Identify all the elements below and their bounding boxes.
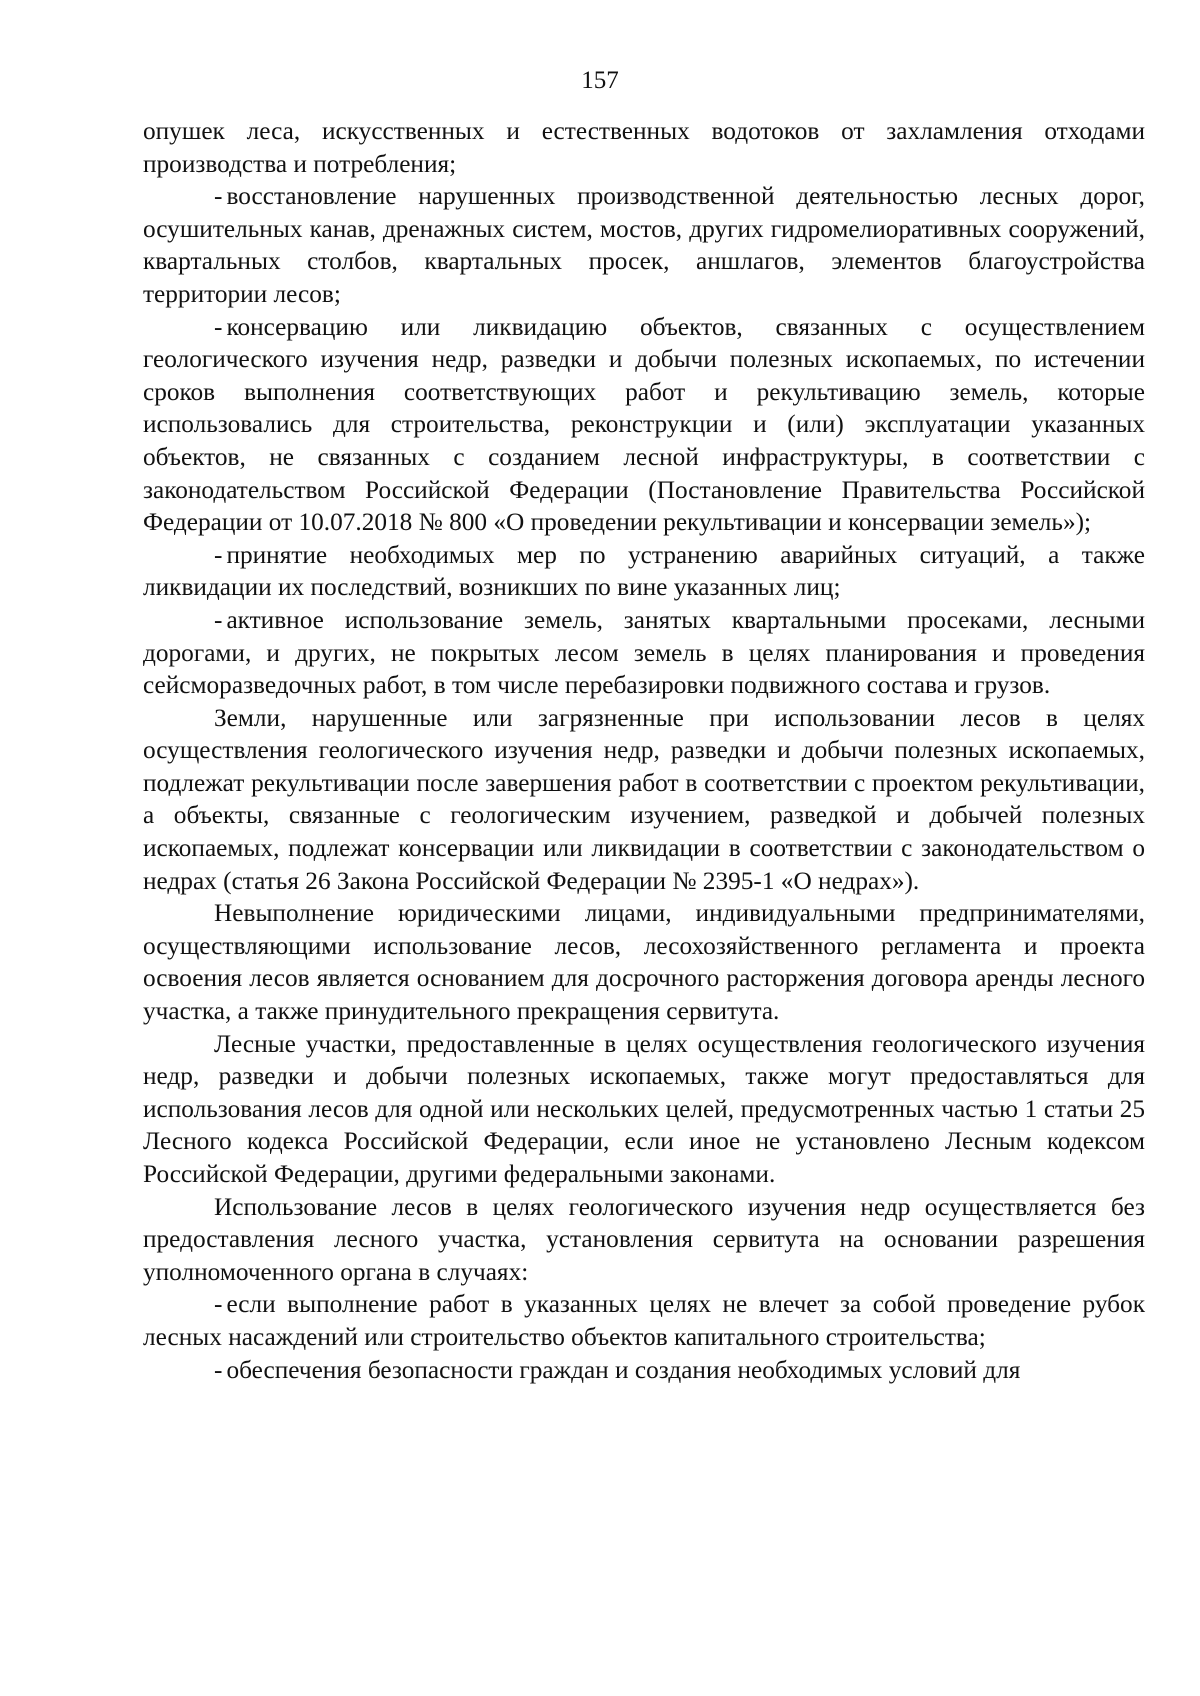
paragraph-text: Невыполнение юридическими лицами, индивидуальными предпринимателями, осуществляющими использование лесов, лесохозяйственного регламента и проекта освоения лесов является основанием для досрочного расторжения договора аренды лесного участка, а также принудительного прекращения сервитута. xyxy=(143,899,1145,1026)
paragraph-text: Лесные участки, предоставленные в целях осуществления геологического изучения недр, разведки и добычи полезных ископаемых, также могут предоставляться для использования лесов для одной или нескольких целей, предусмотренных частью 1 статьи 25 Лесного кодекса Российской Федерации, если иное не установлено Лесным кодексом Российской Федерации, другими федеральными законами. xyxy=(143,1029,1145,1188)
list-dash: - xyxy=(214,540,223,569)
list-item-text: обеспечения безопасности граждан и создания необходимых условий для xyxy=(226,1355,1021,1384)
list-dash: - xyxy=(214,182,223,211)
list-dash: - xyxy=(214,1290,223,1319)
list-dash: - xyxy=(214,312,223,341)
document-body xyxy=(143,115,1145,1386)
list-dash: - xyxy=(214,605,223,634)
list-item xyxy=(143,604,1145,702)
paragraph xyxy=(143,702,1145,898)
paragraph xyxy=(143,1028,1145,1191)
paragraph-continuation xyxy=(143,115,1145,180)
page-number: 157 xyxy=(581,67,619,94)
paragraph-text: Земли, нарушенные или загрязненные при использовании лесов в целях осуществления геологического изучения недр, разведки и добычи полезных ископаемых, подлежат рекультивации после завершения работ в соответствии с проектом рекультивации, а объекты, связанные с геологическим изучением, разведкой и добычей полезных ископаемых, подлежат консервации или ликвидации в соответствии с законодательством о недрах (статья 26 Закона Российской Федерации № 2395-1 «О недрах»). xyxy=(143,703,1145,895)
list-item-text: восстановление нарушенных производственной деятельностью лесных дорог, осушительных канав, дренажных систем, мостов, других гидромелиоративных сооружений, квартальных столбов, квартальных просек, аншлагов, элементов благоустройства территории лесов; xyxy=(143,182,1145,308)
list-item xyxy=(143,1288,1145,1353)
list-item xyxy=(143,1354,1145,1387)
list-item xyxy=(143,539,1145,604)
paragraph xyxy=(143,1191,1145,1289)
list-item xyxy=(143,180,1145,310)
paragraph-text: Использование лесов в целях геологического изучения недр осуществляется без предоставления лесного участка, установления сервитута на основании разрешения уполномоченного органа в случаях: xyxy=(143,1192,1145,1286)
list-item-text: активное использование земель, занятых квартальными просеками, лесными дорогами, и других, не покрытых лесом земель в целях планирования и проведения сейсморазведочных работ, в том числе перебазировки подвижного состава и грузов. xyxy=(143,605,1145,700)
paragraph-text: опушек леса, искусственных и естественных водотоков от захламления отходами производства и потребления; xyxy=(143,117,1145,178)
list-item-text: если выполнение работ в указанных целях не влечет за собой проведение рубок лесных насаждений или строительство объектов капитального строительства; xyxy=(143,1290,1145,1351)
list-item xyxy=(143,311,1145,539)
paragraph xyxy=(143,897,1145,1027)
list-item-text: консервацию или ликвидацию объектов, связанных с осуществлением геологического изучения недр, разведки и добычи полезных ископаемых, по истечении сроков выполнения соответствующих работ и рекультивацию земель, которые использовались для строительства, реконструкции и (или) эксплуатации указанных объектов, не связанных с созданием лесной инфраструктуры, в соответствии с законодательством Российской Федерации (Постановление Правительства Российской Федерации от 10.07.2018 № 800 «О проведении рекультивации и консервации земель»); xyxy=(143,312,1145,537)
list-dash: - xyxy=(214,1355,223,1384)
list-item-text: принятие необходимых мер по устранению аварийных ситуаций, а также ликвидации их последствий, возникших по вине указанных лиц; xyxy=(143,540,1145,602)
